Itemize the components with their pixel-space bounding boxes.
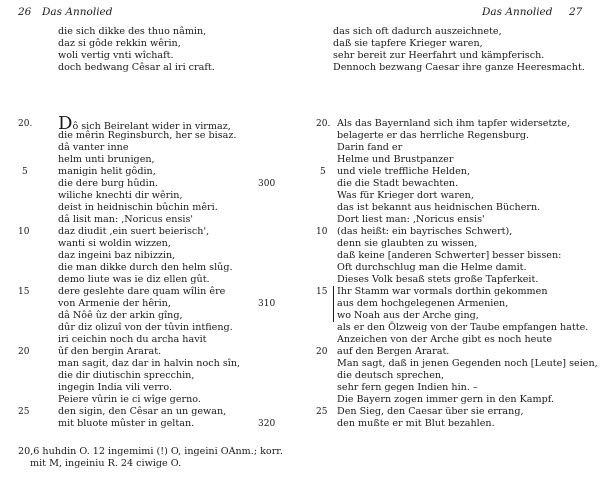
verse-line: dâ Nôê ûz der arkin gîng, bbox=[58, 310, 183, 321]
footnote-line: mit M, ingeiniu R. 24 ciwige O. bbox=[30, 458, 182, 469]
left-running-title: Das Annolied bbox=[42, 6, 113, 18]
translation-line: auf den Bergen Ararat. bbox=[337, 346, 450, 357]
translation-line: wo Noah aus der Arche ging, bbox=[337, 310, 479, 321]
verse-number: 10 bbox=[316, 227, 328, 237]
translation-line: Die Bayern zogen immer gern in den Kampf. bbox=[337, 394, 554, 405]
verse-line: daz si gôde rekkin wêrin, bbox=[58, 38, 181, 49]
margin-number: 300 bbox=[258, 179, 276, 189]
translation-line: und viele treffliche Helden, bbox=[337, 166, 471, 177]
verse-line: deist in heidnischin bûchin mêri. bbox=[58, 202, 218, 213]
left-page-number: 26 bbox=[18, 6, 32, 18]
margin-number: 320 bbox=[258, 419, 276, 429]
verse-number: 10 bbox=[18, 227, 30, 237]
margin-number: 310 bbox=[258, 299, 276, 309]
verse-line: ingegin India vili verro. bbox=[58, 382, 173, 393]
verse-line: demo liute was ie diz ellen gût. bbox=[58, 274, 210, 285]
translation-line: Helme und Brustpanzer bbox=[337, 154, 454, 165]
verse-line: mit bluote mûster in geltan. bbox=[58, 418, 195, 429]
verse-line: manigin helit gôdin, bbox=[58, 166, 156, 177]
translation-line: (das heißt: ein bayrisches Schwert), bbox=[337, 226, 513, 237]
translation-line: Darin fand er bbox=[337, 142, 403, 153]
verse-line: woli vertig vnti wîchaft. bbox=[58, 50, 174, 61]
verse-line: wanti si woldin wizzen, bbox=[58, 238, 171, 249]
verse-line: Peiere vûrin ie ci wîge gerno. bbox=[58, 394, 201, 405]
verse-line: dâ lisit man: ,Noricus ensis' bbox=[58, 214, 194, 225]
translation-line: das ist bekannt aus heidnischen Büchern. bbox=[337, 202, 541, 213]
verse-line: man sagit, daz dar in halvin noch sîn, bbox=[58, 358, 241, 369]
verse-line: dâ vanter inne bbox=[58, 142, 129, 153]
translation-line: sehr fern gegen Indien hin. – bbox=[337, 382, 478, 393]
translation-line: den mußte er mit Blut bezahlen. bbox=[337, 418, 495, 429]
verse-number: 20. bbox=[18, 119, 33, 129]
verse-number: 20 bbox=[18, 347, 30, 357]
verse-number: 25 bbox=[18, 407, 30, 417]
verse-line: die mêrin Reginsburch, her se bisaz. bbox=[58, 130, 237, 141]
verse-number: 15 bbox=[316, 287, 328, 297]
margin-bar bbox=[333, 286, 334, 322]
translation-line: die deutsch sprechen, bbox=[337, 370, 445, 381]
translation-line: denn sie glaubten zu wissen, bbox=[337, 238, 478, 249]
verse-line: dere geslehte dare quam wîlin êre bbox=[58, 286, 226, 297]
translation-line: Dennoch bezwang Caesar ihre ganze Heeresmacht. bbox=[333, 62, 585, 73]
verse-number: 5 bbox=[22, 167, 28, 177]
verse-line: dûr diz olizuî von der tûvin intfieng. bbox=[58, 322, 233, 333]
translation-line: Den Sieg, den Caesar über sie errang, bbox=[337, 406, 524, 417]
translation-line: Dort liest man: ,Noricus ensis' bbox=[337, 214, 485, 225]
verse-line: wiliche knechti dir wêrin, bbox=[58, 190, 183, 201]
verse-number: 20. bbox=[316, 119, 331, 129]
verse-line: die dere burg hûdin. bbox=[58, 178, 158, 189]
translation-line: Dieses Volk besaß stets große Tapferkeit. bbox=[337, 274, 539, 285]
verse-line: die sich dikke des thuo nâmin, bbox=[58, 26, 207, 37]
verse-line: die dir diutischin sprecchin, bbox=[58, 370, 195, 381]
translation-line: als er den Ölzweig von der Taube empfangen hatte. bbox=[337, 322, 589, 333]
translation-line: Anzeichen von der Arche gibt es noch heute bbox=[337, 334, 553, 345]
translation-line: aus dem hochgelegenen Armenien, bbox=[337, 298, 509, 309]
verse-line: die man dikke durch den helm slûg. bbox=[58, 262, 233, 273]
right-page-number: 27 bbox=[569, 6, 583, 18]
verse-number: 5 bbox=[320, 167, 326, 177]
verse-line: helm unti brunigen, bbox=[58, 154, 155, 165]
verse-line-rest: ô sich Beirelant wider in virmaz, bbox=[72, 121, 231, 132]
initial-letter: D bbox=[58, 113, 73, 134]
verse-number: 25 bbox=[316, 407, 328, 417]
verse-number: 20 bbox=[316, 347, 328, 357]
translation-line: daß sie tapfere Krieger waren, bbox=[333, 38, 483, 49]
footnote-line: 20,6 huhdin O. 12 ingemimi (!) O, ingeini OAnm.; korr. bbox=[18, 446, 283, 457]
translation-line: die die Stadt bewachten. bbox=[337, 178, 459, 189]
verse-line: iri ceichin noch du archa havit bbox=[58, 334, 207, 345]
translation-line: das sich oft dadurch auszeichnete, bbox=[333, 26, 502, 37]
verse-number: 15 bbox=[18, 287, 30, 297]
right-running-title: Das Annolied bbox=[482, 6, 553, 18]
translation-line: Ihr Stamm war vormals dorthin gekommen bbox=[337, 286, 548, 297]
verse-line: den sigin, den Cêsar an un gewan, bbox=[58, 406, 227, 417]
translation-line: Oft durchschlug man die Helme damit. bbox=[337, 262, 527, 273]
verse-line: von Armenie der hêrin, bbox=[58, 298, 171, 309]
translation-line: Was für Krieger dort waren, bbox=[337, 190, 474, 201]
verse-line: daz diudit ,ein suert beierisch', bbox=[58, 226, 210, 237]
translation-line: belagerte er das herrliche Regensburg. bbox=[337, 130, 530, 141]
translation-line: Man sagt, daß in jenen Gegenden noch [Leute] seien, bbox=[337, 358, 598, 369]
verse-line: ûf den bergin Ararat. bbox=[58, 346, 162, 357]
translation-line: sehr bereit zur Heerfahrt und kämpferisch. bbox=[333, 50, 545, 61]
translation-line: daß keine [anderen Schwerter] besser bissen: bbox=[337, 250, 562, 261]
verse-line: doch bedwang Cêsar al iri craft. bbox=[58, 62, 215, 73]
translation-line: Als das Bayernland sich ihm tapfer widersetzte, bbox=[337, 118, 570, 129]
verse-line: daz ingeini baz nibizzin, bbox=[58, 250, 176, 261]
